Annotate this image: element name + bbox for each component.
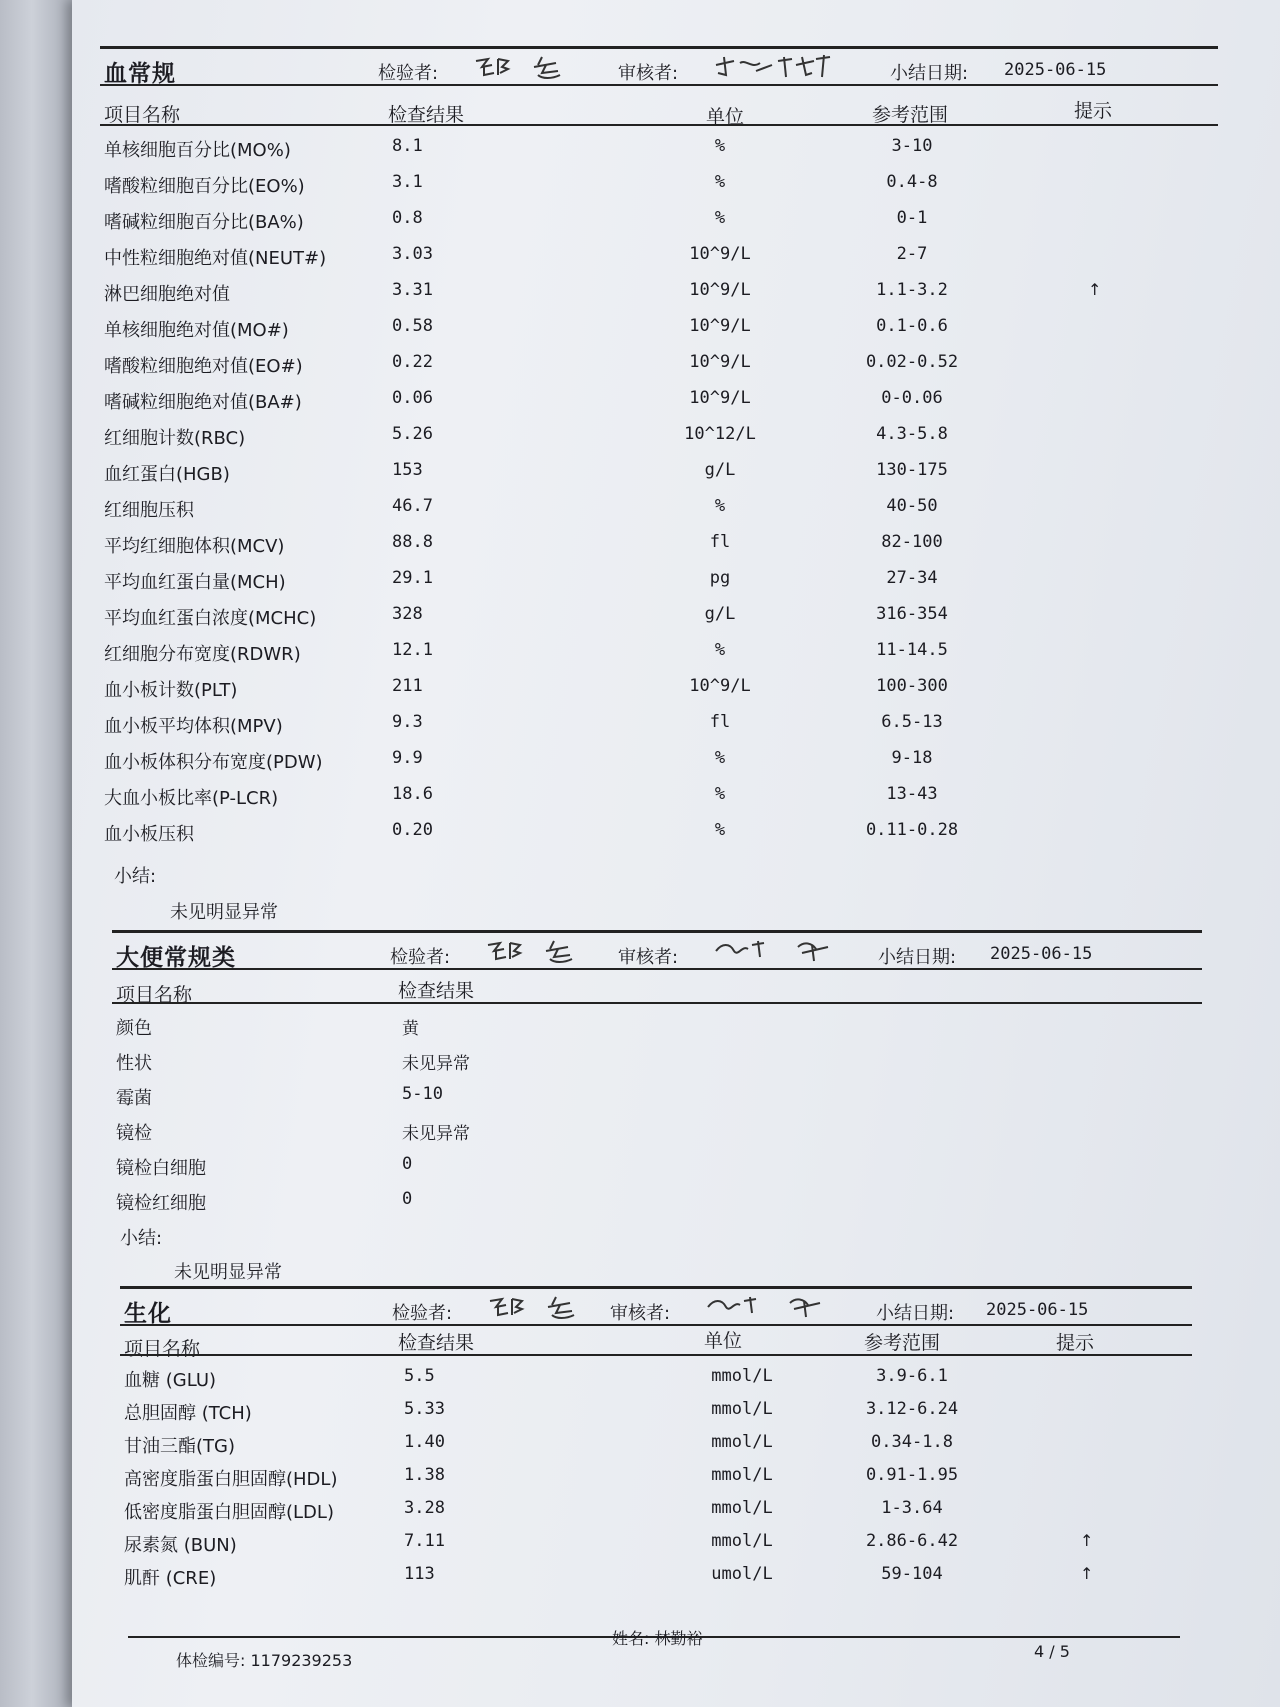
item-name: 中性粒细胞绝对值(NEUT#) xyxy=(104,248,327,269)
reviewer-signature xyxy=(712,935,842,965)
item-result: 12.1 xyxy=(392,640,433,660)
table-row xyxy=(100,418,1218,452)
table-row xyxy=(100,526,1218,560)
biochem-section xyxy=(120,1286,1192,1616)
header-rule xyxy=(112,1002,1202,1004)
col-result: 检查结果 xyxy=(398,980,475,1002)
item-unit: 10^9/L xyxy=(689,316,751,336)
item-result: 5-10 xyxy=(402,1084,443,1104)
item-unit: umol/L xyxy=(711,1564,773,1584)
item-range: 0.11-0.28 xyxy=(865,820,959,840)
item-unit: % xyxy=(714,784,726,804)
header-rule xyxy=(120,1354,1192,1356)
item-name: 单核细胞绝对值(MO#) xyxy=(104,320,289,341)
item-range: 9-18 xyxy=(891,748,933,768)
item-range: 316-354 xyxy=(876,604,948,624)
col-range: 参考范围 xyxy=(872,104,949,126)
table-row xyxy=(100,778,1218,812)
inspector-signature xyxy=(484,935,604,965)
col-range: 参考范围 xyxy=(864,1332,941,1354)
item-result: 7.11 xyxy=(404,1531,445,1551)
item-unit: % xyxy=(714,208,726,228)
item-result: 3.31 xyxy=(392,280,433,300)
item-unit: mmol/L xyxy=(711,1531,773,1551)
col-flag: 提示 xyxy=(1056,1332,1095,1354)
table-row xyxy=(100,490,1218,524)
item-result: 0.20 xyxy=(392,820,433,840)
item-unit: pg xyxy=(709,568,731,588)
item-unit: 10^9/L xyxy=(689,280,751,300)
item-unit: % xyxy=(714,820,726,840)
stool-section xyxy=(112,930,1202,1290)
item-range: 0.1-0.6 xyxy=(876,316,948,336)
item-name: 低密度脂蛋白胆固醇(LDL) xyxy=(124,1502,334,1523)
item-name: 镜检 xyxy=(116,1123,152,1144)
item-name: 镜检白细胞 xyxy=(116,1158,206,1179)
item-unit: 10^12/L xyxy=(684,424,756,444)
table-row xyxy=(112,1078,1202,1112)
reviewer-signature xyxy=(712,51,842,81)
cbc-header xyxy=(100,46,1218,86)
col-flag: 提示 xyxy=(1074,100,1113,122)
item-result: 5.5 xyxy=(404,1366,435,1386)
date-label: 小结日期: xyxy=(890,63,969,84)
item-range: 11-14.5 xyxy=(876,640,948,660)
item-result: 153 xyxy=(392,460,423,480)
table-row xyxy=(100,454,1218,488)
item-name: 平均血红蛋白量(MCH) xyxy=(104,572,286,593)
item-result: 46.7 xyxy=(392,496,433,516)
item-result: 211 xyxy=(392,676,423,696)
item-unit: fl xyxy=(709,712,731,732)
summary-label: 小结: xyxy=(120,1228,163,1249)
item-name: 颜色 xyxy=(116,1018,152,1039)
item-range: 40-50 xyxy=(886,496,938,516)
table-row xyxy=(100,634,1218,668)
item-name: 甘油三酯(TG) xyxy=(124,1436,235,1457)
cbc-section xyxy=(100,46,1218,926)
item-unit: % xyxy=(714,748,726,768)
col-name: 项目名称 xyxy=(116,984,193,1006)
item-result: 黄 xyxy=(402,1019,419,1039)
item-range: 0.91-1.95 xyxy=(865,1465,959,1485)
table-row xyxy=(100,130,1218,164)
item-unit: 10^9/L xyxy=(689,352,751,372)
item-range: 0-0.06 xyxy=(881,388,943,408)
item-unit: % xyxy=(714,136,726,156)
item-flag: ↑ xyxy=(1080,1531,1094,1550)
table-row xyxy=(100,202,1218,236)
item-unit: 10^9/L xyxy=(689,676,751,696)
col-name: 项目名称 xyxy=(124,1338,201,1360)
item-range: 59-104 xyxy=(881,1564,943,1584)
inspector-label: 检验者: xyxy=(392,1303,453,1324)
item-name: 平均红细胞体积(MCV) xyxy=(104,536,285,557)
table-row xyxy=(100,598,1218,632)
item-name: 血小板压积 xyxy=(104,824,194,845)
item-result: 3.03 xyxy=(392,244,433,264)
inspector-label: 检验者: xyxy=(390,947,451,968)
table-row xyxy=(100,166,1218,200)
item-unit: mmol/L xyxy=(711,1465,773,1485)
item-name: 尿素氮 (BUN) xyxy=(124,1535,237,1556)
item-range: 27-34 xyxy=(886,568,938,588)
table-row xyxy=(100,562,1218,596)
col-result: 检查结果 xyxy=(388,104,465,126)
summary-date: 2025-06-15 xyxy=(1004,60,1107,80)
header-rule xyxy=(100,124,1218,126)
table-row xyxy=(120,1393,1192,1427)
item-name: 高密度脂蛋白胆固醇(HDL) xyxy=(124,1469,338,1490)
exam-number: 体检编号: 1179239253 xyxy=(176,1651,353,1670)
item-range: 0-1 xyxy=(896,208,928,228)
item-result: 88.8 xyxy=(392,532,433,552)
stool-header xyxy=(112,930,1202,970)
item-name: 嗜酸粒细胞百分比(EO%) xyxy=(104,176,305,197)
item-name: 平均血红蛋白浓度(MCHC) xyxy=(104,608,317,629)
item-result: 0 xyxy=(402,1189,413,1209)
section-title: 血常规 xyxy=(104,61,176,87)
item-range: 0.02-0.52 xyxy=(865,352,959,372)
col-result: 检查结果 xyxy=(398,1332,475,1354)
item-name: 血小板计数(PLT) xyxy=(104,680,238,701)
reviewer-signature xyxy=(704,1291,834,1321)
col-unit: 单位 xyxy=(704,1330,743,1352)
item-name: 红细胞分布宽度(RDWR) xyxy=(104,644,301,665)
item-result: 29.1 xyxy=(392,568,433,588)
table-row xyxy=(112,1113,1202,1147)
item-unit: mmol/L xyxy=(711,1366,773,1386)
table-row xyxy=(100,238,1218,272)
item-unit: mmol/L xyxy=(711,1432,773,1452)
item-range: 6.5-13 xyxy=(881,712,943,732)
item-unit: mmol/L xyxy=(711,1498,773,1518)
reviewer-label: 审核者: xyxy=(618,63,679,84)
item-flag: ↑ xyxy=(1080,1564,1094,1583)
date-label: 小结日期: xyxy=(876,1303,955,1324)
item-range: 3-10 xyxy=(891,136,933,156)
item-name: 红细胞压积 xyxy=(104,500,194,521)
summary-date: 2025-06-15 xyxy=(990,944,1093,964)
item-range: 2.86-6.42 xyxy=(865,1531,959,1551)
item-range: 1-3.64 xyxy=(881,1498,943,1518)
col-name: 项目名称 xyxy=(104,104,181,126)
biochem-header xyxy=(120,1286,1192,1326)
table-row xyxy=(100,742,1218,776)
item-name: 嗜碱粒细胞百分比(BA%) xyxy=(104,212,304,233)
page-number: 4 / 5 xyxy=(1034,1642,1070,1661)
item-range: 4.3-5.8 xyxy=(876,424,948,444)
item-result: 113 xyxy=(404,1564,435,1584)
item-result: 未见异常 xyxy=(402,1054,470,1074)
summary-text: 未见明显异常 xyxy=(170,902,278,923)
item-name: 性状 xyxy=(116,1053,152,1074)
item-unit: % xyxy=(714,496,726,516)
table-row xyxy=(112,1148,1202,1182)
item-unit: 10^9/L xyxy=(689,388,751,408)
item-unit: g/L xyxy=(704,604,736,624)
col-unit: 单位 xyxy=(706,106,745,128)
item-range: 0.34-1.8 xyxy=(871,1432,953,1452)
inspector-signature xyxy=(486,1291,606,1321)
item-result: 328 xyxy=(392,604,423,624)
item-name: 霉菌 xyxy=(116,1088,152,1109)
item-range: 2-7 xyxy=(896,244,928,264)
item-unit: 10^9/L xyxy=(689,244,751,264)
item-name: 血小板体积分布宽度(PDW) xyxy=(104,752,323,773)
item-result: 0.06 xyxy=(392,388,433,408)
item-result: 0 xyxy=(402,1154,413,1174)
item-result: 1.40 xyxy=(404,1432,445,1452)
inspector-label: 检验者: xyxy=(378,63,439,84)
item-unit: g/L xyxy=(704,460,736,480)
table-row xyxy=(112,1043,1202,1077)
table-row xyxy=(100,670,1218,704)
table-row xyxy=(100,382,1218,416)
item-result: 3.1 xyxy=(392,172,423,192)
item-result: 未见异常 xyxy=(402,1124,470,1144)
item-result: 5.33 xyxy=(404,1399,445,1419)
patient-name: 姓名: 林勤裕 xyxy=(612,1629,703,1648)
item-unit: % xyxy=(714,172,726,192)
item-result: 9.3 xyxy=(392,712,423,732)
item-result: 8.1 xyxy=(392,136,423,156)
item-flag: ↑ xyxy=(1088,280,1102,299)
item-result: 3.28 xyxy=(404,1498,445,1518)
item-name: 红细胞计数(RBC) xyxy=(104,428,246,449)
date-label: 小结日期: xyxy=(878,947,957,968)
item-range: 130-175 xyxy=(876,460,948,480)
item-name: 镜检红细胞 xyxy=(116,1193,206,1214)
item-range: 1.1-3.2 xyxy=(876,280,948,300)
item-result: 9.9 xyxy=(392,748,423,768)
item-name: 总胆固醇 (TCH) xyxy=(124,1403,252,1424)
item-unit: mmol/L xyxy=(711,1399,773,1419)
item-name: 大血小板比率(P-LCR) xyxy=(104,788,279,809)
table-row xyxy=(120,1360,1192,1394)
item-unit: fl xyxy=(709,532,731,552)
item-range: 0.4-8 xyxy=(886,172,938,192)
item-range: 3.9-6.1 xyxy=(876,1366,948,1386)
underlying-page-edge xyxy=(0,0,80,1707)
section-title: 生化 xyxy=(124,1301,172,1327)
reviewer-label: 审核者: xyxy=(618,947,679,968)
item-name: 嗜碱粒细胞绝对值(BA#) xyxy=(104,392,302,413)
table-row xyxy=(100,274,1218,308)
item-name: 血红蛋白(HGB) xyxy=(104,464,230,485)
item-range: 82-100 xyxy=(881,532,943,552)
item-name: 肌酐 (CRE) xyxy=(124,1568,217,1589)
item-range: 13-43 xyxy=(886,784,938,804)
item-name: 血糖 (GLU) xyxy=(124,1370,217,1391)
item-result: 18.6 xyxy=(392,784,433,804)
item-result: 0.8 xyxy=(392,208,423,228)
item-name: 血小板平均体积(MPV) xyxy=(104,716,283,737)
item-name: 嗜酸粒细胞绝对值(EO#) xyxy=(104,356,303,377)
table-row xyxy=(112,1183,1202,1217)
table-row xyxy=(120,1558,1192,1592)
section-title: 大便常规类 xyxy=(116,945,236,971)
table-row xyxy=(120,1459,1192,1493)
table-row xyxy=(120,1492,1192,1526)
table-row xyxy=(112,1008,1202,1042)
summary-date: 2025-06-15 xyxy=(986,1300,1089,1320)
item-name: 单核细胞百分比(MO%) xyxy=(104,140,291,161)
summary-text: 未见明显异常 xyxy=(174,1262,282,1283)
item-result: 0.22 xyxy=(392,352,433,372)
inspector-signature xyxy=(472,51,592,81)
table-row xyxy=(120,1525,1192,1559)
report-page xyxy=(72,0,1280,1707)
item-result: 0.58 xyxy=(392,316,433,336)
summary-label: 小结: xyxy=(114,866,157,887)
item-unit: % xyxy=(714,640,726,660)
table-row xyxy=(100,706,1218,740)
item-range: 100-300 xyxy=(876,676,948,696)
table-row xyxy=(100,310,1218,344)
table-row xyxy=(100,346,1218,380)
item-result: 1.38 xyxy=(404,1465,445,1485)
item-result: 5.26 xyxy=(392,424,433,444)
item-range: 3.12-6.24 xyxy=(865,1399,959,1419)
item-name: 淋巴细胞绝对值 xyxy=(104,284,230,305)
reviewer-label: 审核者: xyxy=(610,1303,671,1324)
table-row xyxy=(120,1426,1192,1460)
table-row xyxy=(100,814,1218,848)
